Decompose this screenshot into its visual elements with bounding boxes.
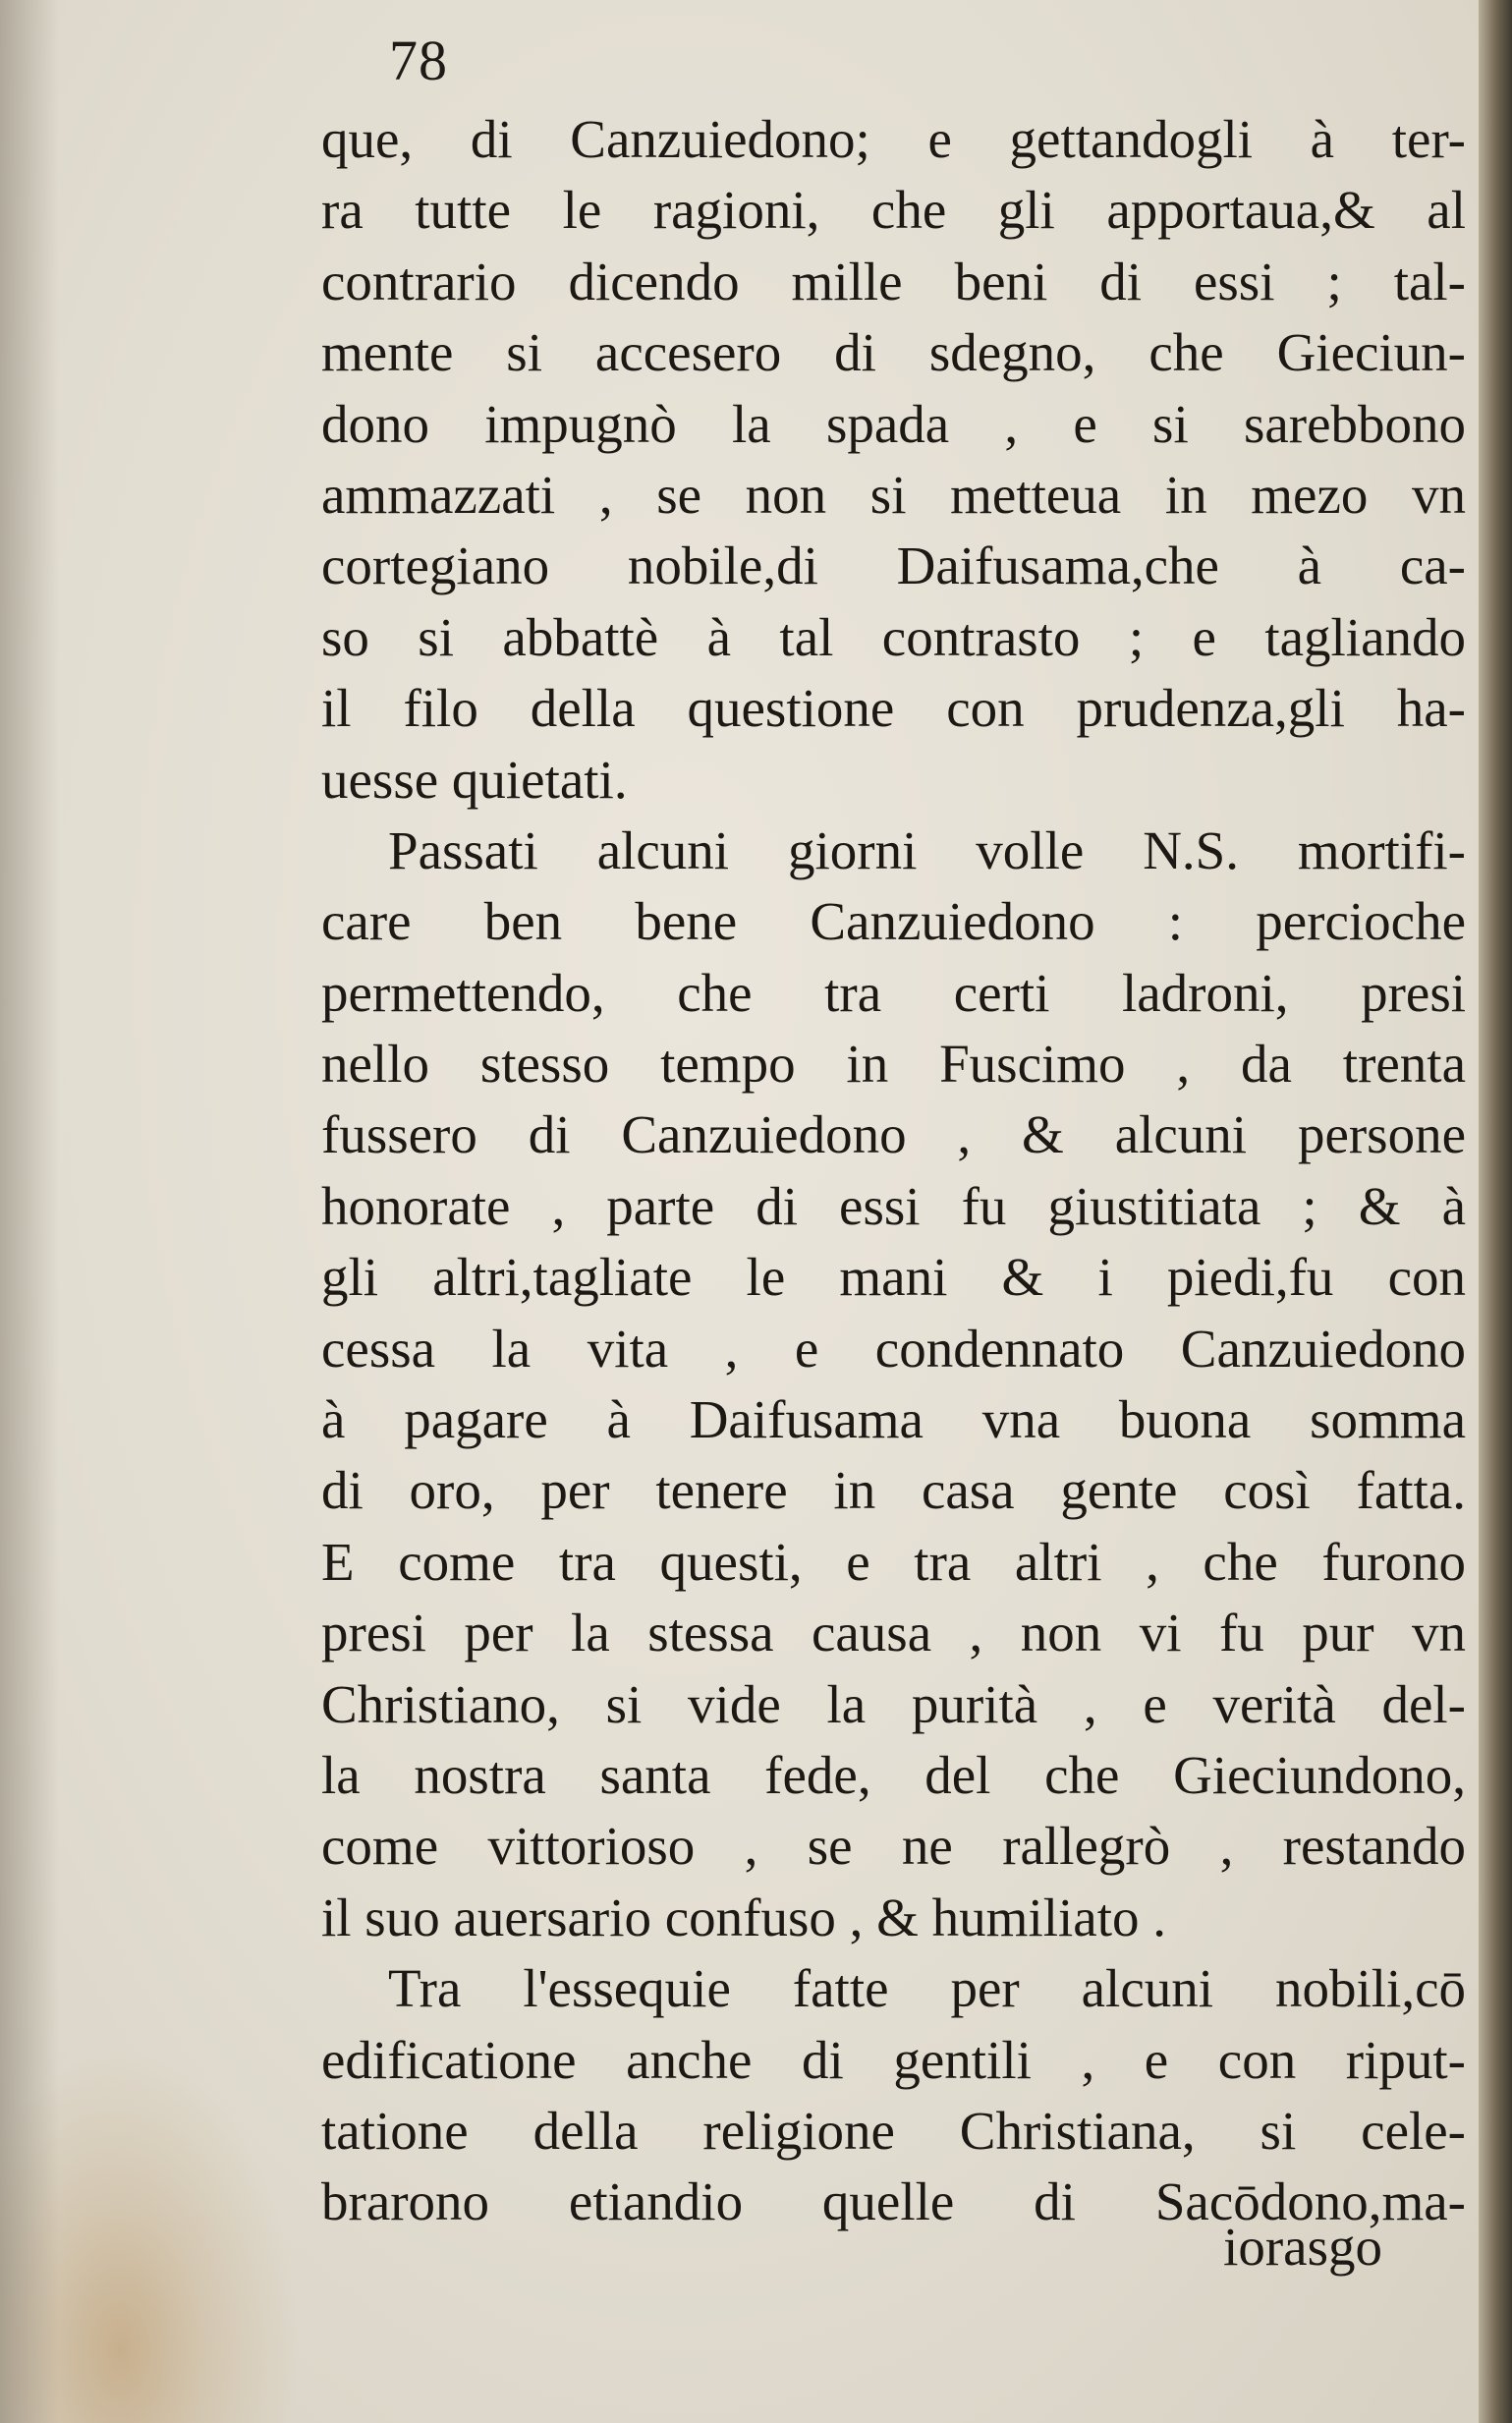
- text-line: que, di Canzuiedono; e gettandogli à ter-: [321, 109, 1466, 169]
- page-number: 78: [389, 28, 448, 92]
- text-line: mente si accesero di sdegno, che Gieciun-: [321, 322, 1466, 383]
- page-edge: [1479, 0, 1512, 2423]
- text-line: brarono etiandio quelle di Sacōdono,ma-: [321, 2171, 1466, 2232]
- text-line: à pagare à Daifusama vna buona somma: [321, 1389, 1466, 1450]
- text-line: come vittorioso , se ne rallegrò , restando: [321, 1816, 1466, 1877]
- text-line: honorate , parte di essi fu giustitiata ; & à: [321, 1175, 1466, 1236]
- text-line: permettendo, che tra certi ladroni, presi: [321, 962, 1466, 1023]
- text-line: la nostra santa fede, del che Gieciundono,: [321, 1744, 1466, 1805]
- text-line: gli altri,tagliate le mani & i piedi,fu con: [321, 1247, 1466, 1308]
- text-line: E come tra questi, e tra altri , che furono: [321, 1531, 1466, 1592]
- text-line: cessa la vita , e condennato Canzuiedono: [321, 1318, 1466, 1379]
- text-line: dono impugnò la spada , e si sarebbono: [321, 393, 1466, 454]
- text-line: contrario dicendo mille beni di essi ; tal-: [321, 251, 1466, 311]
- catchword: iorasgo: [1223, 2217, 1382, 2277]
- text-line: cortegiano nobile,di Daifusama,che à ca-: [321, 535, 1466, 596]
- text-line: Tra l'essequie fatte per alcuni nobili,cō: [388, 1958, 1466, 2019]
- text-line: edificatione anche di gentili , e con riput-: [321, 2029, 1466, 2090]
- text-line: Passati alcuni giorni volle N.S. mortifi-: [388, 819, 1466, 880]
- text-line: Christiano, si vide la purità , e verità del-: [321, 1673, 1466, 1734]
- text-line: il suo auersario confuso , & humiliato .: [321, 1887, 1166, 1947]
- gutter-shadow: [0, 0, 59, 2423]
- text-line: nello stesso tempo in Fuscimo , da trenta: [321, 1034, 1466, 1095]
- text-line: presi per la stessa causa , non vi fu pur vn: [321, 1603, 1466, 1663]
- text-line: tatione della religione Christiana, si cele-: [321, 2100, 1466, 2161]
- text-line: care ben bene Canzuiedono : percioche: [321, 891, 1466, 952]
- text-line: fussero di Canzuiedono , & alcuni persone: [321, 1104, 1466, 1165]
- text-line: uesse quietati.: [321, 749, 628, 810]
- text-line: ra tutte le ragioni, che gli apportaua,& al: [321, 180, 1466, 241]
- text-line: il filo della questione con prudenza,gli ha-: [321, 678, 1466, 739]
- text-line: so si abbattè à tal contrasto ; e tagliando: [321, 606, 1466, 667]
- text-line: ammazzati , se non si metteua in mezo vn: [321, 464, 1466, 525]
- text-line: di oro, per tenere in casa gente così fatta.: [321, 1460, 1466, 1521]
- body-text: [321, 104, 1466, 2238]
